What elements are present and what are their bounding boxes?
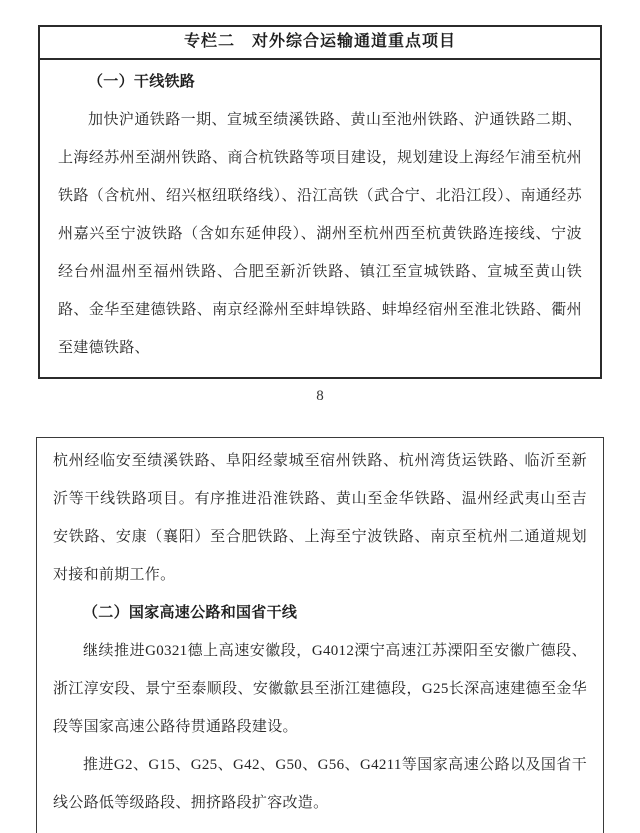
page-number: 8: [316, 388, 324, 404]
section-heading-highways: （二）国家高速公路和国省干线: [83, 605, 298, 621]
trunk-railway-paragraph-continued: 杭州经临安至绩溪铁路、阜阳经蒙城至宿州铁路、杭州湾货运铁路、临沂至新沂等干线铁路项目。有序推进沿淮铁路、黄山至金华铁路、温州经武夷山至吉安铁路、安康（襄阳）至合肥铁路、上海至宁波铁路、南京至杭州二通道规划对接和前期工作。: [53, 453, 587, 583]
highways-paragraph-1: 继续推进G0321德上高速安徽段，G4012溧宁高速江苏溧阳至安徽广德段、浙江淳安段、景宁至泰顺段、安徽歙县至浙江建德段，G25长深高速建德至金华段等国家高速公路待贯通路段建设。: [53, 643, 587, 735]
highways-paragraph-2: 推进G2、G15、G25、G42、G50、G56、G4211等国家高速公路以及国省干线公路低等级路段、拥挤路段扩容改造。: [53, 757, 587, 811]
section-heading-trunk-railway: （一）干线铁路: [88, 74, 196, 90]
trunk-railway-paragraph: 加快沪通铁路一期、宣城至绩溪铁路、黄山至池州铁路、沪通铁路二期、上海经苏州至湖州铁路、商合杭铁路等项目建设，规划建设上海经乍浦至杭州铁路（含杭州、绍兴枢纽联络线）、沿江高铁（武合宁、北沿江段）、南通经苏州嘉兴至宁波铁路（含如东延伸段）、湖州至杭州西至杭黄铁路连接线、宁波经台州温州至福州铁路、合肥至新沂铁路、镇江至宣城铁路、宣城至黄山铁路、金华至建德铁路、南京经滁州至蚌埠铁路、蚌埠经宿州至淮北铁路、衢州至建德铁路、: [58, 112, 582, 356]
project-box-continued: [36, 437, 604, 833]
project-box-body: [40, 60, 600, 377]
project-box-title: 专栏二 对外综合运输通道重点项目: [40, 27, 600, 60]
project-box: [38, 25, 602, 379]
